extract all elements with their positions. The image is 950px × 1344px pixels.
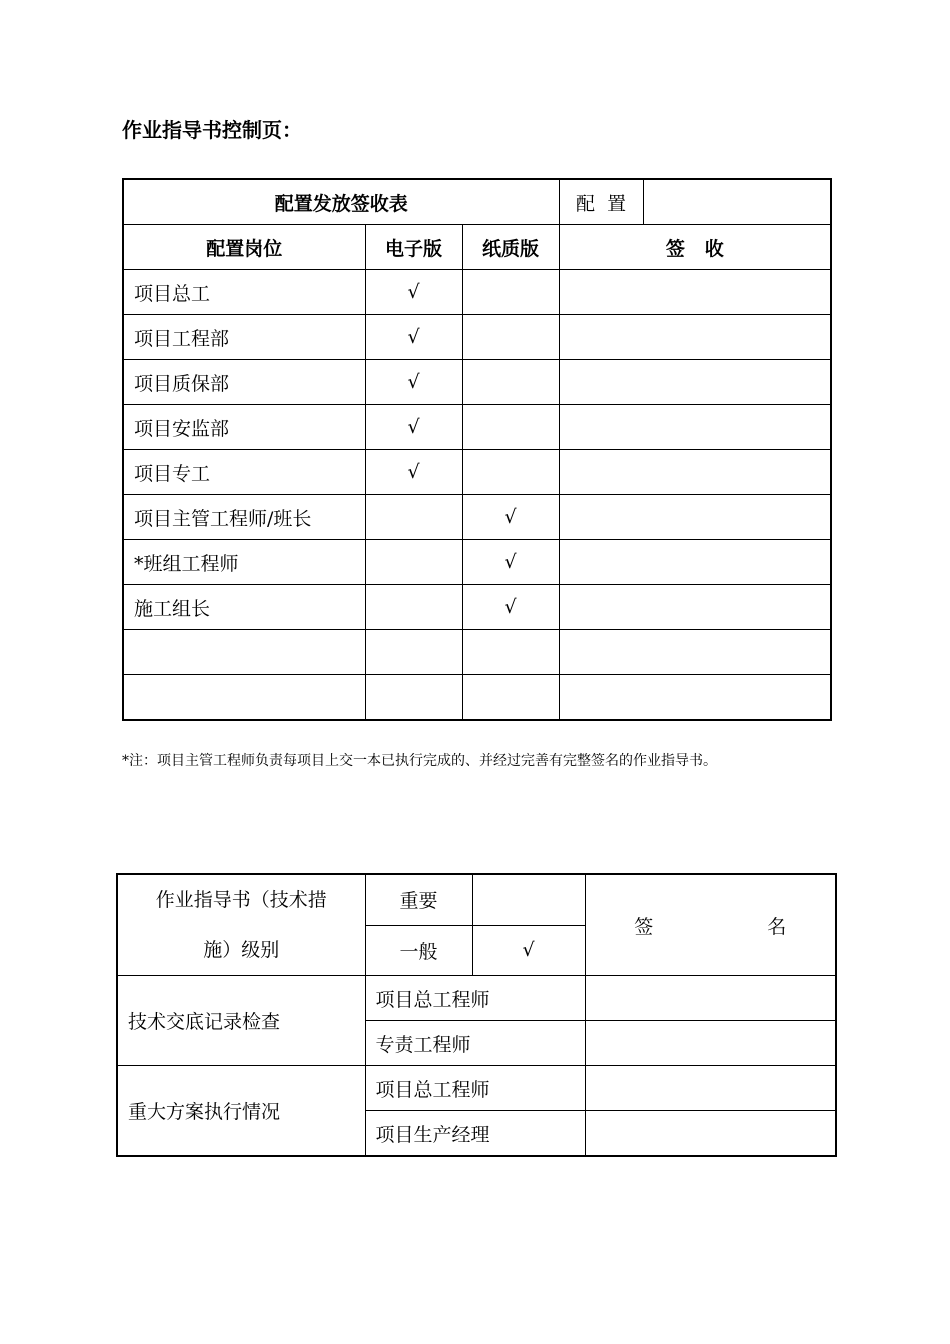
row-sign-cell[interactable] [559,405,831,450]
plan-sign-cell[interactable] [585,1111,836,1157]
disclosure-sign-cell[interactable] [585,1021,836,1066]
row-electronic-mark[interactable]: √ [365,450,462,495]
row-position: 项目主管工程师/班长 [123,495,365,540]
row-electronic-mark[interactable]: √ [365,270,462,315]
row-paper-mark[interactable]: √ [462,585,559,630]
level-label-line1: 作业指导书（技术措 [155,889,327,911]
disclosure-role: 项目总工程师 [365,976,585,1021]
row-paper-mark[interactable]: √ [462,540,559,585]
row-paper-mark[interactable] [462,315,559,360]
row-electronic-mark[interactable] [365,495,462,540]
level-sign-table [116,873,837,1157]
table-row [123,360,831,405]
row-paper-mark[interactable] [462,450,559,495]
row-sign-cell[interactable] [559,540,831,585]
row-position [123,630,365,675]
table-title-row [123,179,831,225]
table-title: 配置发放签收表 [123,179,559,225]
row-electronic-mark[interactable] [365,540,462,585]
row-electronic-mark[interactable]: √ [365,405,462,450]
table-row [123,450,831,495]
general-mark[interactable]: √ [472,925,585,975]
plan-sign-cell[interactable] [585,1066,836,1111]
page-title: 作业指导书控制页： [122,118,302,142]
disclosure-check-label: 技术交底记录检查 [117,976,365,1066]
row-electronic-mark[interactable]: √ [365,315,462,360]
header-electronic: 电子版 [365,225,462,270]
row-position [123,675,365,721]
row-paper-mark[interactable] [462,630,559,675]
table-row [123,540,831,585]
table-row [123,405,831,450]
row-sign-cell[interactable] [559,450,831,495]
row-sign-cell[interactable] [559,270,831,315]
row-position: *班组工程师 [123,540,365,585]
sign-header: 签 名 [585,874,836,976]
row-position: 项目质保部 [123,360,365,405]
table-row [123,675,831,721]
row-sign-cell[interactable] [559,585,831,630]
row-electronic-mark[interactable] [365,675,462,721]
row-position: 项目专工 [123,450,365,495]
row-electronic-mark[interactable] [365,630,462,675]
row-position: 施工组长 [123,585,365,630]
row-sign-cell[interactable] [559,360,831,405]
level-row-important [117,874,836,925]
general-label: 一般 [365,925,472,975]
header-position: 配置岗位 [123,225,365,270]
table-row [123,585,831,630]
plan-role: 项目生产经理 [365,1111,585,1157]
plan-role: 项目总工程师 [365,1066,585,1111]
row-paper-mark[interactable] [462,405,559,450]
table-row [123,630,831,675]
config-label: 配 置 [559,179,643,225]
row-position: 项目工程部 [123,315,365,360]
header-paper: 纸质版 [462,225,559,270]
disclosure-sign-cell[interactable] [585,976,836,1021]
table-row [123,270,831,315]
row-electronic-mark[interactable] [365,585,462,630]
row-sign-cell[interactable] [559,675,831,721]
config-value[interactable] [643,179,831,225]
level-label [117,874,365,976]
header-sign: 签 收 [559,225,831,270]
header-row [123,225,831,270]
table-row [123,315,831,360]
row-electronic-mark[interactable]: √ [365,360,462,405]
row-position: 项目总工 [123,270,365,315]
disclosure-row-1 [117,976,836,1021]
row-paper-mark[interactable]: √ [462,495,559,540]
row-position: 项目安监部 [123,405,365,450]
plan-row-1 [117,1066,836,1111]
row-paper-mark[interactable] [462,675,559,721]
table-row [123,495,831,540]
row-sign-cell[interactable] [559,495,831,540]
distribution-sign-table [122,178,832,721]
row-paper-mark[interactable] [462,270,559,315]
row-sign-cell[interactable] [559,315,831,360]
important-mark[interactable] [472,874,585,925]
important-label: 重要 [365,874,472,925]
row-sign-cell[interactable] [559,630,831,675]
row-paper-mark[interactable] [462,360,559,405]
disclosure-role: 专责工程师 [365,1021,585,1066]
plan-execution-label: 重大方案执行情况 [117,1066,365,1157]
footnote: *注：项目主管工程师负责每项目上交一本已执行完成的、并经过完善有完整签名的作业指导书。 [122,753,717,769]
distribution-rows [123,270,831,721]
level-label-line2: 施）级别 [203,939,280,961]
